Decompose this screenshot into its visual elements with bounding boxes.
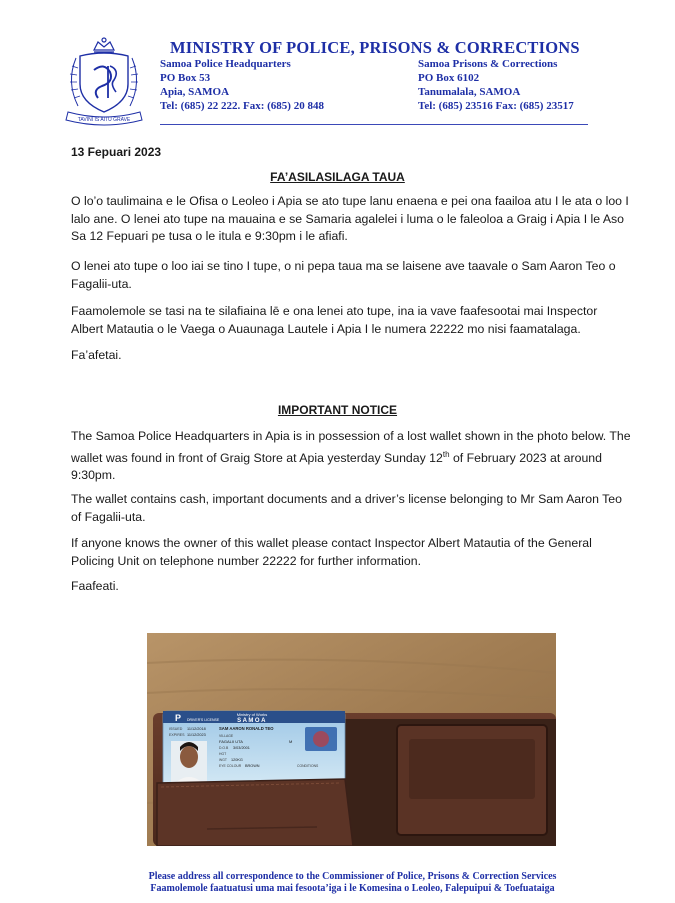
license-expires: 11/12/2023: [187, 733, 206, 737]
license-weight: 120KG: [231, 758, 243, 762]
correspondence-footer: [0, 871, 675, 895]
license-ministry: Ministry of Works: [236, 712, 268, 717]
police-seal-logo: [58, 36, 150, 128]
samoan-paragraph: O lo’o taulimaina e le Ofisa o Leoleo i Apia se ato tupe lanu enaena e pei ona faailoa atu I le ata o loo I lalo ane. O lenei ato tupe na mauaina e se Samaria agalelei i luma o le faleoloa a Graig i Apia I le Aso Sa 12 Fepuari pe tusa o le itula e 9:30pm i le afiafi.: [71, 194, 629, 243]
license-weight-label: WGT: [219, 758, 227, 762]
license-holder-name: SAM AARON RONALD TEO: [219, 726, 274, 731]
license-height-label: HGT: [219, 752, 227, 756]
notice-date: 13 Fepuari 2023: [71, 145, 162, 159]
english-p1-text: of February 2023 at around 9:30pm.: [71, 450, 602, 483]
police-hq-address: [160, 57, 324, 113]
english-paragraph: The wallet contains cash, important documents and a driver’s license belonging to Mr Sam Aaron Teo of Fagalii-uta.: [71, 492, 622, 524]
license-dob: 3/03/2001: [233, 746, 250, 750]
address-line: PO Box 53: [160, 72, 211, 84]
english-paragraph: If anyone knows the owner of this wallet please contact Inspector Albert Matautia of the General Policing Unit on telephone number 22222 for further information.: [71, 536, 592, 568]
address-line: Samoa Prisons & Corrections: [418, 58, 558, 70]
license-country: SAMOA: [237, 718, 267, 724]
license-issued: 11/12/2018: [187, 727, 206, 731]
samoan-paragraph: O lenei ato tupe o loo iai se tino I tupe, o ni pepa taua ma se laisene ave taavale o Sam Aaron Teo o Fagalii-uta.: [71, 259, 616, 291]
english-p1-text: The Samoa Police Headquarters in Apia is in possession of a lost wallet shown in the photo below. The wallet was found in front of Graig Store at Apia yesterday Sunday 12: [71, 429, 631, 465]
logo-motto-text: TAVINI IS AITU GRAVE: [77, 117, 131, 123]
license-village: FAGALII UTA: [219, 739, 243, 744]
license-dob-label: D.O.B: [219, 746, 229, 750]
ordinal-suffix: th: [442, 449, 450, 459]
license-eye-label: EYE COLOUR: [219, 764, 242, 768]
license-class-letter: P: [175, 713, 182, 723]
address-phone: Tel: (685) 22 222. Fax: (685) 20 848: [160, 100, 324, 112]
lost-wallet-photo: [147, 633, 556, 846]
wallet-card-pocket: [157, 779, 353, 846]
english-heading: IMPORTANT NOTICE: [277, 403, 398, 417]
samoan-heading: FA’ASILASILAGA TAUA: [270, 170, 405, 184]
address-line: PO Box 6102: [418, 72, 480, 84]
license-expires-label: EXPIRES: [169, 733, 185, 737]
license-type: DRIVER'S LICENSE: [187, 718, 220, 722]
address-line: Samoa Police Headquarters: [160, 58, 291, 70]
english-closing: Faafeati.: [71, 579, 119, 593]
samoan-closing: Fa’afetai.: [71, 348, 122, 362]
license-village-label: VILLAGE: [219, 734, 234, 738]
footer-english: Please address all correspondence to the Commissioner of Police, Prisons & Correction Services: [148, 871, 557, 882]
license-conditions-label: CONDITIONS: [297, 764, 319, 768]
license-sex: M: [289, 739, 293, 744]
address-phone: Tel: (685) 23516 Fax: (685) 23517: [418, 100, 574, 112]
ministry-title: MINISTRY OF POLICE, PRISONS & CORRECTIONS: [170, 38, 580, 57]
letterhead-divider: [160, 124, 588, 125]
english-paragraph: [71, 428, 631, 485]
samoan-paragraph: Faamolemole se tasi na te silafiaina lē e ona lenei ato tupe, ina ia vave faafesootai mai Inspector Albert Matautia o le Vaega o Auaunaga Lautele i Apia I le numera 22222 mo nisi faamatalaga.: [71, 304, 598, 336]
license-issued-label: ISSUED: [169, 727, 183, 731]
address-line: Tanumalala, SAMOA: [418, 86, 521, 98]
license-eye: BROWN: [245, 764, 260, 768]
footer-samoan: Faamolemole faatuatusi uma mai fesoota’iga i le Komesina o Leoleo, Falepuipui & Toefuataiga: [150, 883, 555, 894]
prisons-address: [418, 57, 574, 113]
address-line: Apia, SAMOA: [160, 86, 230, 98]
